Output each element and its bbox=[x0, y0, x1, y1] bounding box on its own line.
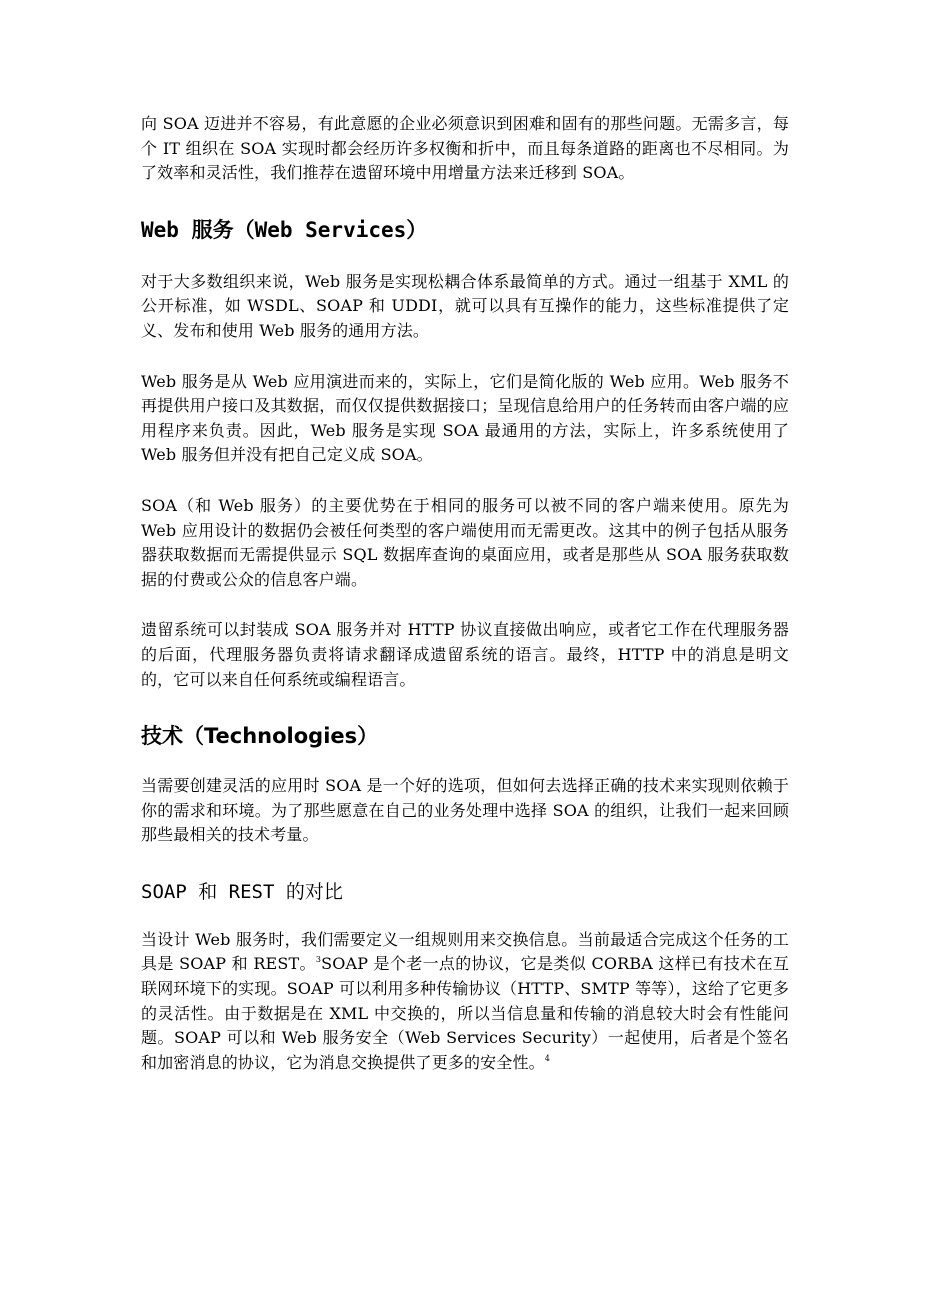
technologies-paragraph: 当需要创建灵活的应用时 SOA 是一个好的选项，但如何去选择正确的技术来实现则依赖于你的需求和环境。为了那些愿意在自己的业务处理中选择 SOA 的组织，让我们一起来回顾那些最相关的技术考量。 bbox=[141, 776, 789, 845]
intro-paragraph: 向 SOA 迈进并不容易，有此意愿的企业必须意识到困难和固有的那些问题。无需多言，每个 IT 组织在 SOA 实现时都会经历许多权衡和折中，而且每条道路的距离也不尽相同。为了效率和灵活性，我们推荐在遗留环境中用增量方法来迁移到 SOA。 bbox=[141, 114, 789, 183]
footnote-ref-4[interactable]: 4 bbox=[544, 1053, 551, 1063]
web-services-paragraph-1: 对于大多数组织来说，Web 服务是实现松耦合体系最简单的方式。通过一组基于 XML 的公开标准，如 WSDL、SOAP 和 UDDI，就可以具有互操作的能力，这些标准提供了定义、发布和使用 Web 服务的通用方法。 bbox=[141, 271, 789, 340]
web-services-paragraph-2: Web 服务是从 Web 应用演进而来的，实际上，它们是简化版的 Web 应用。Web 服务不再提供用户接口及其数据，而仅仅提供数据接口；呈现信息给用户的任务转而由客户端的应用程序来负责。因此，Web 服务是实现 SOA 最通用的方法，实际上，许多系统使用了 Web 服务但并没有把自己定义成 SOA。 bbox=[141, 371, 789, 465]
soap-rest-text-b: SOAP 是个老一点的协议，它是类似 CORBA 这样已有技术在互联网环境下的实现。SOAP 可以利用多种传输协议（HTTP、SMTP 等等），这给了它更多的灵活性。由于数据是在 XML 中交换的，所以当信息量和传输的消息较大时会有性能问题。SOAP 可以和 Web 服务安全（Web Services Security）一起使用，后者是个签名和加密消息的协议，它为消息交换提供了更多的安全性。 bbox=[141, 954, 789, 1072]
technologies-heading: 技术（Technologies） bbox=[141, 724, 379, 749]
soap-rest-paragraph bbox=[141, 928, 789, 1076]
soap-rest-text-a: 当设计 Web 服务时，我们需要定义一组规则用来交换信息。当前最适合完成这个任务的工具是 SOAP 和 REST。 bbox=[141, 929, 789, 974]
footnote-ref-3[interactable]: 3 bbox=[315, 955, 322, 965]
web-services-paragraph-3: SOA（和 Web 服务）的主要优势在于相同的服务可以被不同的客户端来使用。原先为 Web 应用设计的数据仍会被任何类型的客户端使用而无需更改。这其中的例子包括从服务器获取数据而无需提供显示 SQL 数据库查询的桌面应用，或者是那些从 SOA 服务获取数据的付费或公众的信息客户端。 bbox=[141, 495, 789, 589]
web-services-heading: Web 服务（Web Services） bbox=[141, 217, 428, 242]
soap-rest-heading: SOAP 和 REST 的对比 bbox=[141, 880, 343, 903]
web-services-paragraph-4: 遗留系统可以封装成 SOA 服务并对 HTTP 协议直接做出响应，或者它工作在代理服务器的后面，代理服务器负责将请求翻译成遗留系统的语言。最终，HTTP 中的消息是明文的，它可以来自任何系统或编程语言。 bbox=[141, 620, 789, 689]
document-page bbox=[141, 112, 789, 1075]
